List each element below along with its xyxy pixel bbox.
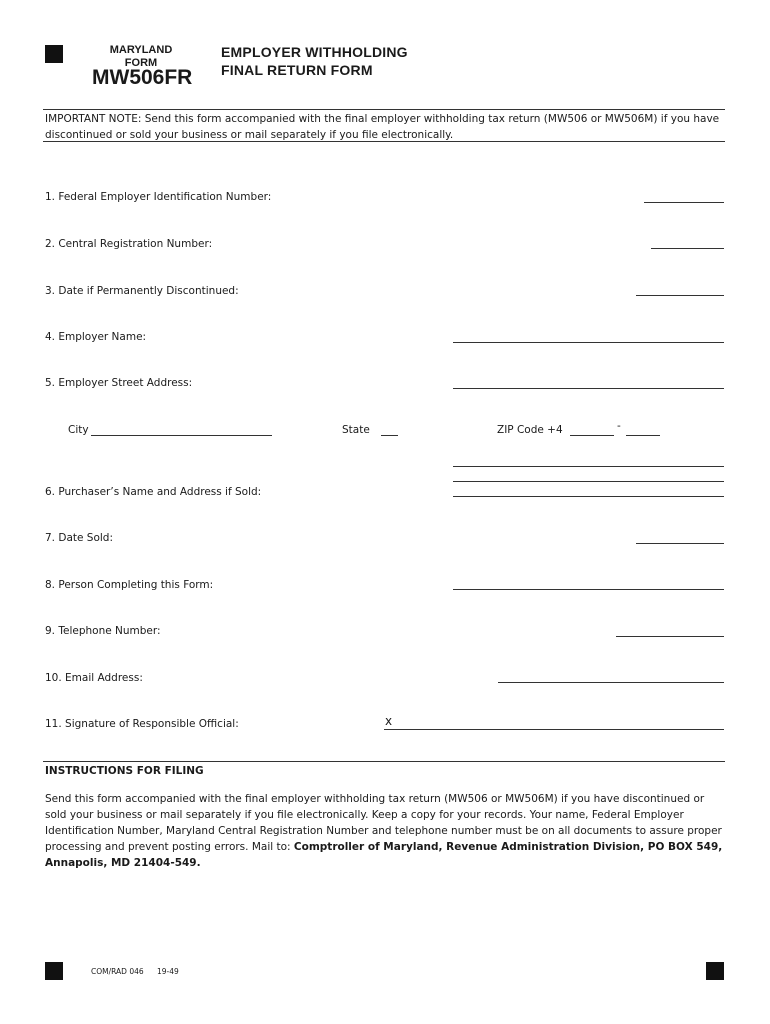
state-label: MARYLAND [109,44,173,56]
title-line-1: EMPLOYER WITHHOLDING [221,44,408,60]
date-discontinued-line[interactable] [636,295,724,296]
signature-label: 11. Signature of Responsible Official: [45,718,239,730]
person-completing-line[interactable] [453,589,724,590]
title-line-2: FINAL RETURN FORM [221,62,373,78]
form-version: 19-49 [157,967,179,976]
crn-line[interactable] [651,248,724,249]
zip-dash: - [617,420,621,432]
city-label: City [68,424,89,436]
email-label: 10. Email Address: [45,672,143,684]
instructions-heading: INSTRUCTIONS FOR FILING [45,765,204,777]
instructions-rule [43,761,725,762]
fein-label: 1. Federal Employer Identification Number: [45,191,272,203]
instructions-body [45,791,725,871]
fein-line[interactable] [644,202,724,203]
date-sold-label: 7. Date Sold: [45,532,113,544]
note-bottom-rule [43,141,725,142]
mailing-address: Comptroller of Maryland, Revenue Administration Division, PO BOX 549, Annapolis, MD 21404-549. [45,841,723,869]
purchaser-line-3[interactable] [453,496,724,497]
purchaser-line-2[interactable] [453,481,724,482]
person-completing-label: 8. Person Completing this Form: [45,579,214,591]
state-field-label: State [342,424,370,436]
date-discontinued-label: 3. Date if Permanently Discontinued: [45,285,239,297]
important-note: IMPORTANT NOTE: Send this form accompanied with the final employer withholding tax return (MW506 or MW506M) if you have discontinued or sold your business or mail separately if you file electronically. [45,113,720,141]
email-line[interactable] [498,682,724,683]
zip-line[interactable] [570,435,614,436]
purchaser-label: 6. Purchaser’s Name and Address if Sold: [45,486,262,498]
telephone-line[interactable] [616,636,724,637]
instructions-text: Send this form accompanied with the final employer withholding tax return (MW506 or MW506M) if you have discontinued or sold your business or mail separately if you file electronically. Keep a copy for your records. Your name, Federal Employer Identification Number, Maryland Central Registration Number and telephone number must be on all documents to assure proper processing and prevent posting errors. Mail to: [45,793,722,853]
employer-name-label: 4. Employer Name: [45,331,147,343]
form-word: FORM [124,57,158,69]
signature-x: x [385,714,393,728]
employer-name-line[interactable] [453,342,724,343]
form-number: MW506FR [92,66,193,89]
telephone-label: 9. Telephone Number: [45,625,161,637]
date-sold-line[interactable] [636,543,724,544]
registration-mark-bottom-left [45,962,63,980]
registration-mark-top-left [45,45,63,63]
state-line[interactable] [381,435,398,436]
street-address-line[interactable] [453,388,724,389]
street-address-label: 5. Employer Street Address: [45,377,193,389]
signature-line[interactable] [384,729,724,730]
zip-plus4-line[interactable] [626,435,660,436]
note-top-rule [43,109,725,110]
registration-mark-bottom-right [706,962,724,980]
zip-label: ZIP Code +4 [497,424,563,436]
crn-label: 2. Central Registration Number: [45,238,213,250]
purchaser-line-1[interactable] [453,466,724,467]
form-code: COM/RAD 046 [91,967,144,976]
city-line[interactable] [91,435,272,436]
